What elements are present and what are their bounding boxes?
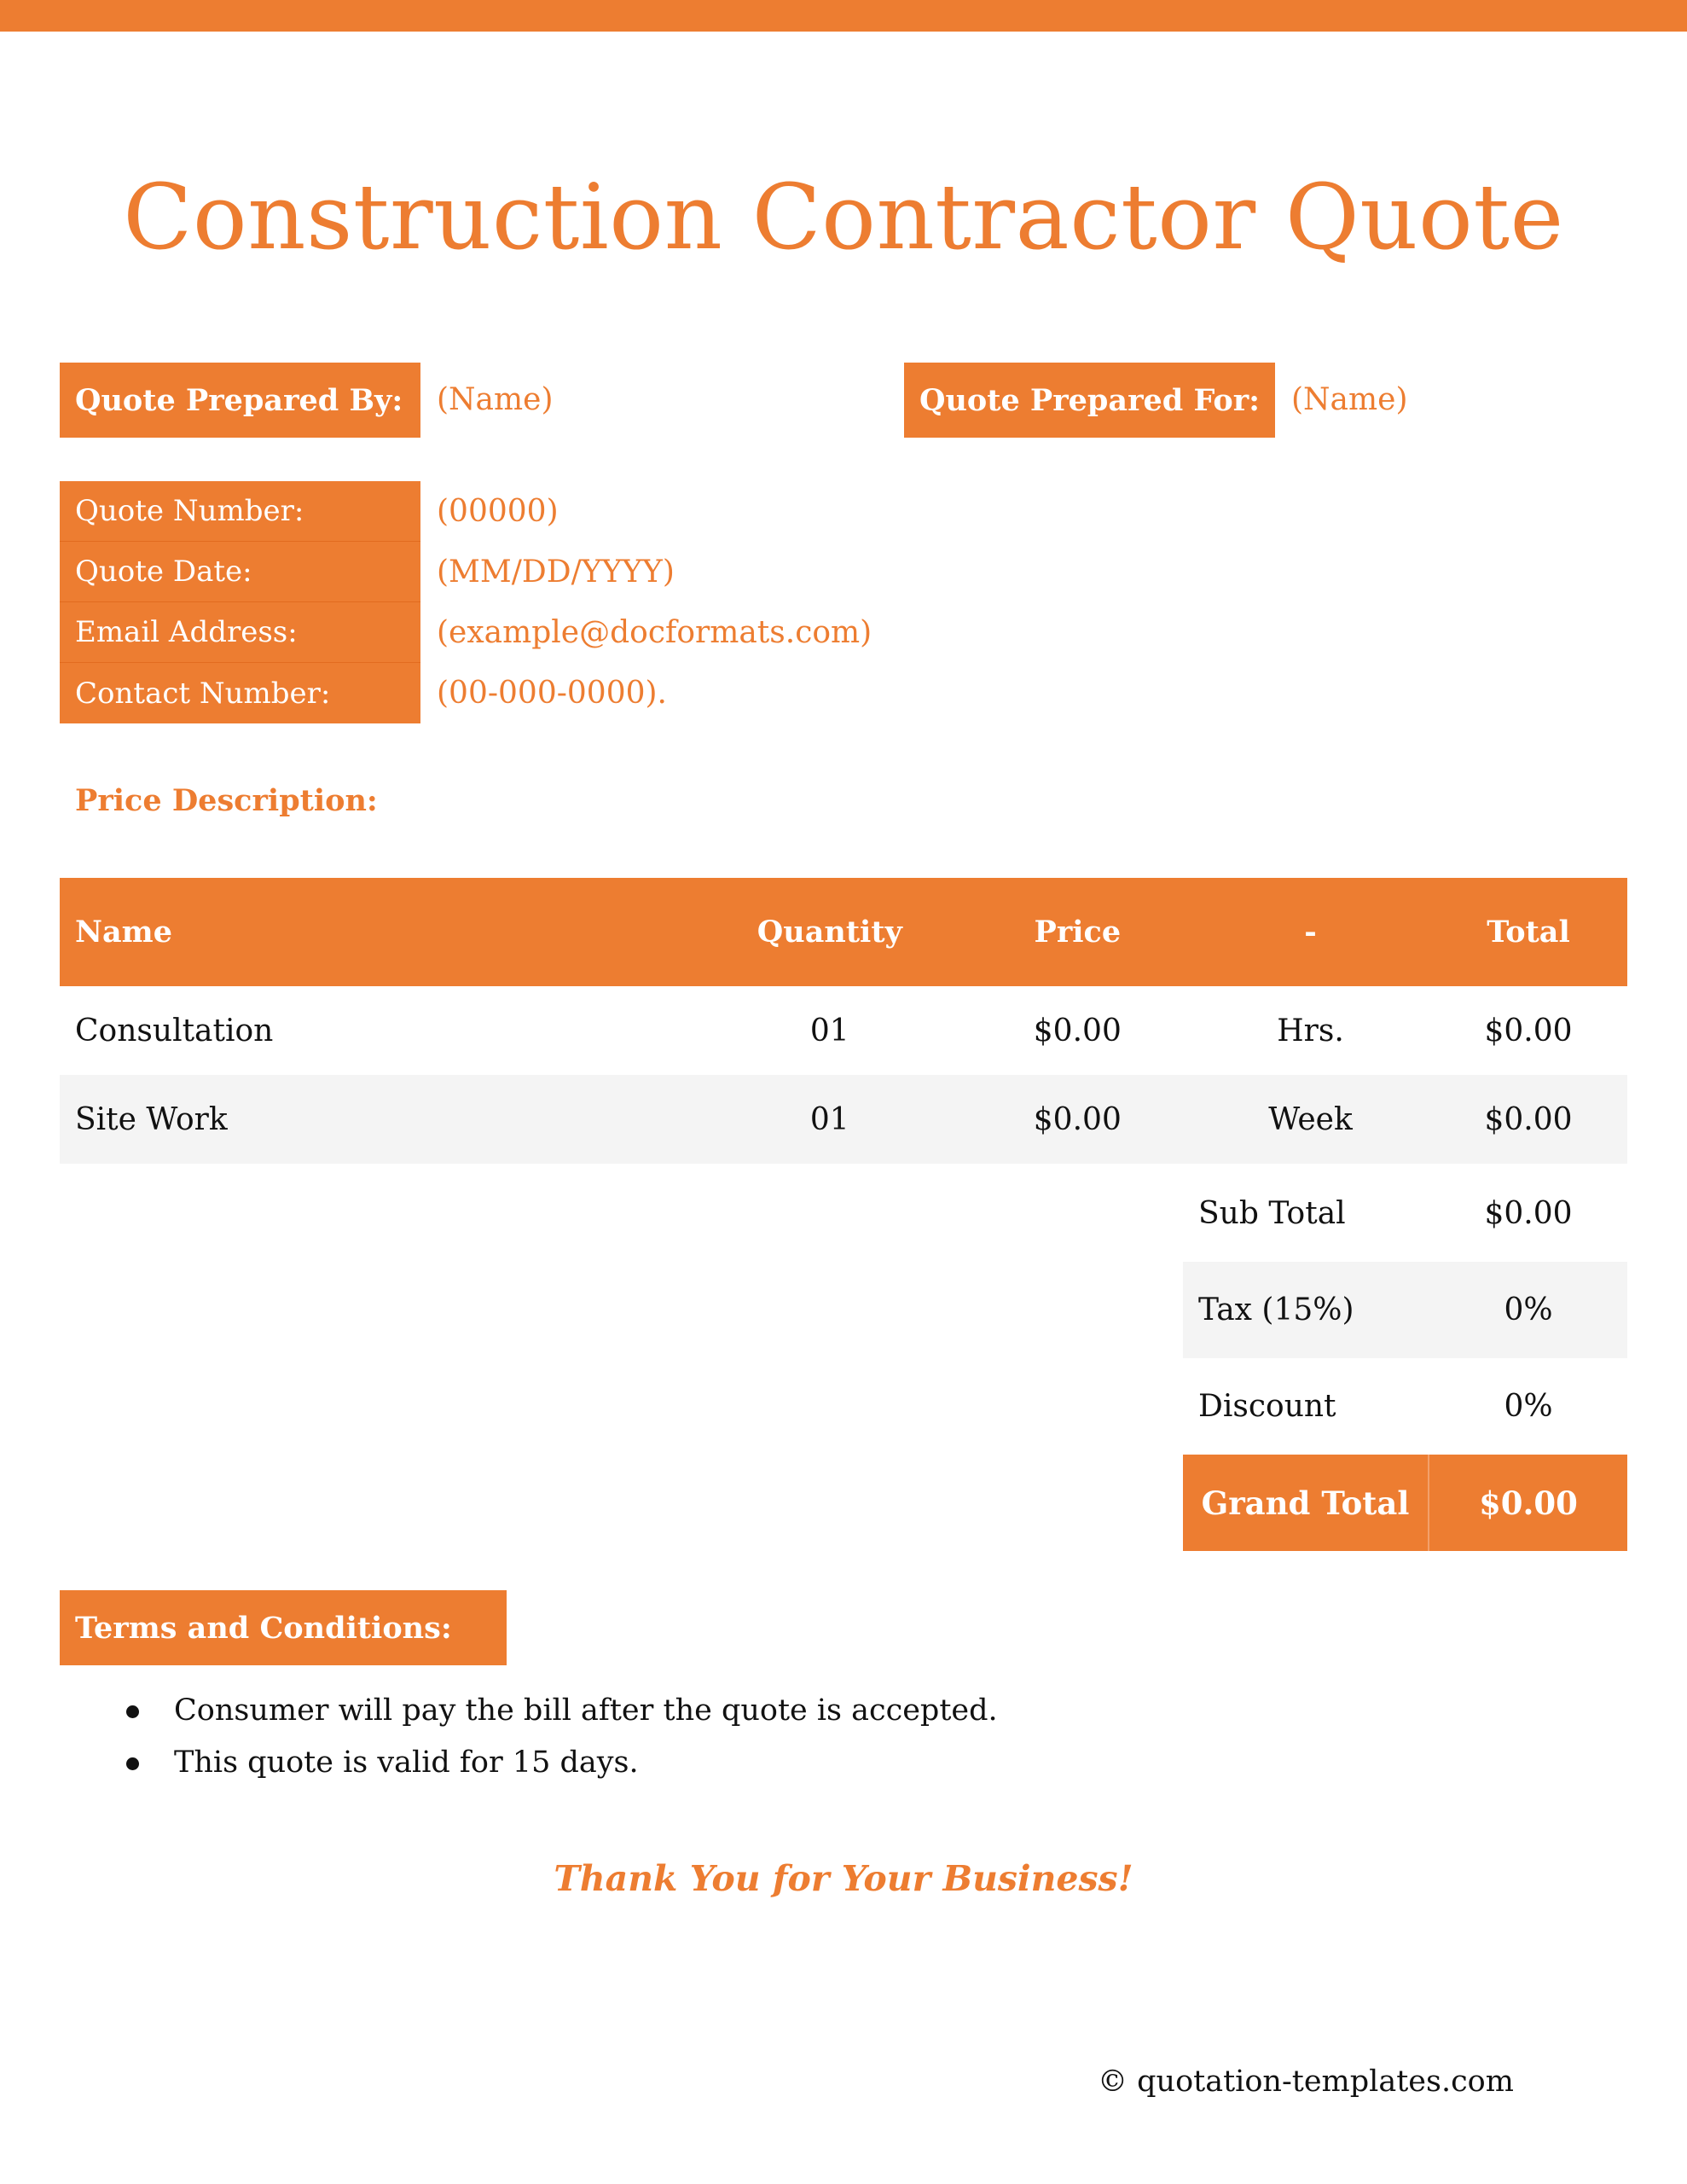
header-quantity: Quantity — [696, 878, 964, 986]
tax-row — [1183, 1262, 1627, 1358]
terms-label: Terms and Conditions: — [60, 1590, 507, 1665]
price-table-header — [60, 878, 1627, 986]
prepared-by-value[interactable]: (Name) — [437, 382, 554, 417]
term-text: Consumer will pay the bill after the quote is accepted. — [174, 1693, 998, 1728]
quote-date-value[interactable]: (MM/DD/YYYY) — [437, 555, 675, 590]
table-row — [60, 986, 1627, 1075]
row-quantity[interactable]: 01 — [809, 1013, 849, 1048]
grand-total-label: Grand Total — [1183, 1455, 1429, 1551]
row-name[interactable]: Site Work — [60, 1075, 696, 1164]
discount-label: Discount — [1198, 1389, 1336, 1424]
term-text: This quote is valid for 15 days. — [174, 1745, 639, 1780]
top-accent-bar — [0, 0, 1687, 32]
contact-number-label: Contact Number: — [60, 663, 420, 723]
bullet-icon — [126, 1757, 139, 1770]
row-price[interactable]: $0.00 — [964, 1075, 1191, 1164]
row-unit[interactable]: Hrs. — [1277, 1013, 1344, 1048]
contact-number-value[interactable]: (00-000-0000). — [437, 676, 667, 711]
row-total[interactable]: $0.00 — [1429, 1075, 1627, 1164]
terms-list — [119, 1685, 998, 1789]
header-unit: - — [1191, 878, 1429, 986]
list-item — [119, 1685, 998, 1737]
quote-date-label: Quote Date: — [60, 542, 420, 602]
prepared-for-value[interactable]: (Name) — [1291, 382, 1408, 417]
quote-number-value[interactable]: (00000) — [437, 494, 559, 529]
quote-number-label: Quote Number: — [60, 481, 420, 542]
grand-total-value[interactable]: $0.00 — [1479, 1484, 1578, 1522]
price-description-label: Price Description: — [75, 783, 378, 818]
sub-total-value[interactable]: $0.00 — [1484, 1196, 1573, 1231]
price-table — [60, 878, 1627, 1164]
list-item — [119, 1737, 998, 1789]
document-title: Construction Contractor Quote — [123, 165, 1564, 270]
header-price: Price — [964, 878, 1191, 986]
copyright-footer: © quotation-templates.com — [1098, 2065, 1514, 2099]
sub-total-row — [1183, 1165, 1627, 1262]
discount-value[interactable]: 0% — [1504, 1389, 1553, 1424]
email-address-label: Email Address: — [60, 602, 420, 663]
row-quantity[interactable]: 01 — [696, 1075, 964, 1164]
bullet-icon — [126, 1705, 139, 1718]
totals-summary — [1183, 1165, 1627, 1551]
quote-info-values — [437, 481, 872, 723]
row-name[interactable]: Consultation — [75, 1013, 274, 1048]
quote-info-labels — [60, 481, 420, 723]
table-row — [60, 1075, 1627, 1164]
sub-total-label: Sub Total — [1198, 1196, 1346, 1231]
email-address-value[interactable]: (example@docformats.com) — [437, 615, 872, 650]
tax-label: Tax (15%) — [1198, 1292, 1354, 1327]
discount-row — [1183, 1358, 1627, 1455]
header-name: Name — [60, 878, 696, 986]
row-unit[interactable]: Week — [1191, 1075, 1429, 1164]
row-total[interactable]: $0.00 — [1484, 1013, 1573, 1048]
grand-total-row — [1183, 1455, 1627, 1551]
prepared-for-label: Quote Prepared For: — [904, 363, 1275, 438]
thank-you-message: Thank You for Your Business! — [554, 1858, 1133, 1899]
header-total: Total — [1429, 878, 1627, 986]
prepared-by-label: Quote Prepared By: — [60, 363, 420, 438]
tax-value[interactable]: 0% — [1504, 1292, 1553, 1327]
row-price[interactable]: $0.00 — [1033, 1013, 1122, 1048]
